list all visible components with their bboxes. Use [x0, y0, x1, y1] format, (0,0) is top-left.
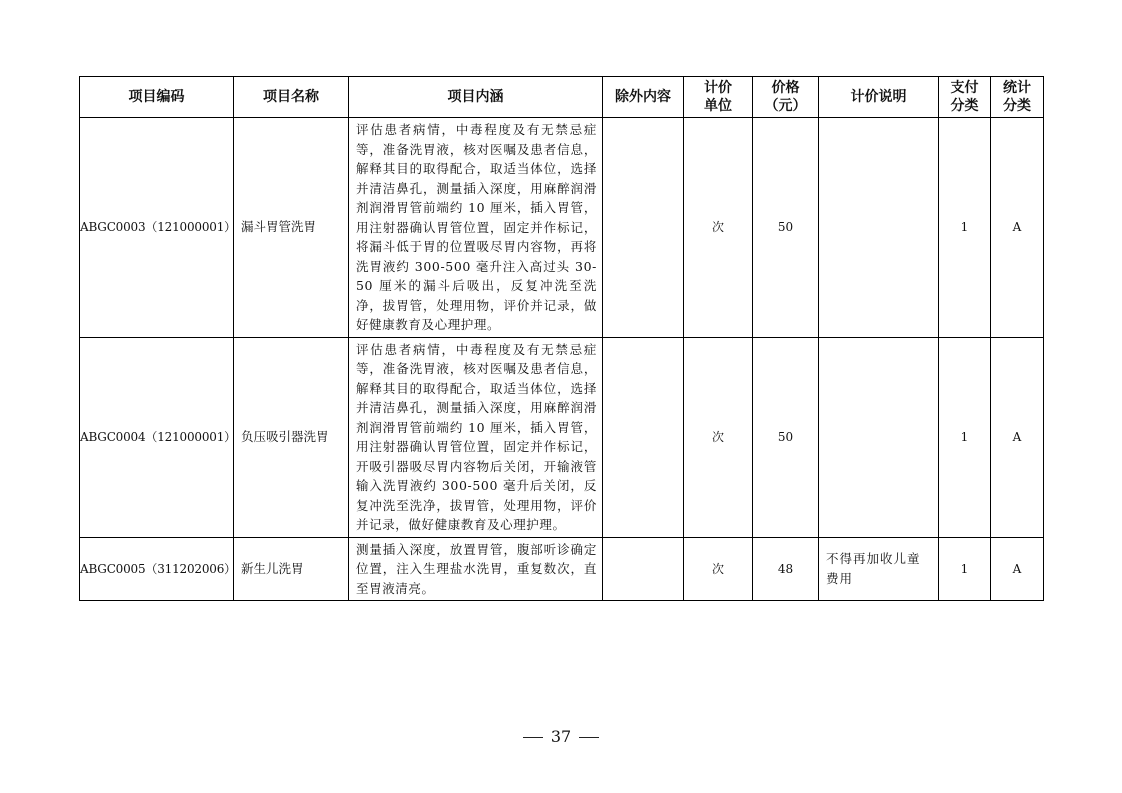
cell-pricing-note: 不得再加收儿童费用: [819, 537, 939, 601]
cell-name: 负压吸引器洗胃: [234, 337, 349, 537]
cell-content: 测量插入深度，放置胃管，腹部听诊确定位置，注入生理盐水洗胃，重复数次，直至胃液清亮。: [349, 537, 603, 601]
header-stat: [991, 77, 1044, 118]
header-stat-line2: 分类: [1003, 98, 1031, 114]
header-unit: [684, 77, 753, 118]
cell-name: 漏斗胃管洗胃: [234, 118, 349, 338]
cell-stat: A: [991, 118, 1044, 338]
cell-excluded: [603, 337, 684, 537]
cell-unit: 次: [684, 337, 753, 537]
header-content: 项目内涵: [349, 77, 603, 118]
cell-name: 新生儿洗胃: [234, 537, 349, 601]
header-price-line2: （元）: [764, 98, 807, 114]
cell-pricing-note: [819, 118, 939, 338]
cell-excluded: [603, 537, 684, 601]
cell-price: 50: [753, 337, 819, 537]
cell-price: 48: [753, 537, 819, 601]
header-payment-line2: 分类: [950, 98, 979, 114]
cell-content: 评估患者病情，中毒程度及有无禁忌症等，准备洗胃液，核对医嘱及患者信息，解释其目的取得配合，取适当体位，选择并清洁鼻孔，测量插入深度，用麻醉润滑剂润滑胃管前端约 10 厘米，插入胃管，用注射器确认胃管位置，固定并作标记，开吸引器吸尽胃内容物后关闭，开输液管输入洗胃液约 300-500 毫升后关闭，反复冲洗至洗净，拔胃管，处理用物，评价并记录，做好健康教育及心理护理。: [349, 337, 603, 537]
header-code: 项目编码: [80, 77, 234, 118]
table-row: [80, 537, 1044, 601]
cell-pricing-note: [819, 337, 939, 537]
header-payment-line1: 支付: [950, 80, 979, 96]
footer-dash-right: [579, 737, 599, 738]
cell-payment: 1: [939, 537, 991, 601]
header-payment: [939, 77, 991, 118]
footer-dash-left: [523, 737, 543, 738]
cell-excluded: [603, 118, 684, 338]
header-price-line1: 价格: [771, 80, 800, 96]
price-table: [79, 76, 1044, 601]
header-name: 项目名称: [234, 77, 349, 118]
header-pricing-note: 计价说明: [819, 77, 939, 118]
cell-code: ABGC0005（311202006）: [80, 537, 234, 601]
cell-payment: 1: [939, 337, 991, 537]
cell-code: ABGC0003（121000001）: [80, 118, 234, 338]
header-unit-line2: 单位: [704, 98, 732, 114]
cell-code: ABGC0004（121000001）: [80, 337, 234, 537]
cell-stat: A: [991, 537, 1044, 601]
header-price: [753, 77, 819, 118]
cell-unit: 次: [684, 537, 753, 601]
header-row: [80, 77, 1044, 118]
page-footer: [0, 727, 1122, 746]
cell-unit: 次: [684, 118, 753, 338]
cell-payment: 1: [939, 118, 991, 338]
header-stat-line1: 统计: [1003, 80, 1031, 96]
table-row: [80, 337, 1044, 537]
table-row: [80, 118, 1044, 338]
cell-stat: A: [991, 337, 1044, 537]
header-unit-line1: 计价: [704, 80, 732, 96]
cell-content: 评估患者病情，中毒程度及有无禁忌症等，准备洗胃液，核对医嘱及患者信息，解释其目的取得配合，取适当体位，选择并清洁鼻孔，测量插入深度，用麻醉润滑剂润滑胃管前端约 10 厘米，插入胃管，用注射器确认胃管位置，固定并作标记，将漏斗低于胃的位置吸尽胃内容物，再将洗胃液约 300-500 毫升注入高过头 30-50 厘米的漏斗后吸出，反复冲洗至洗净，拔胃管，处理用物，评价并记录，做好健康教育及心理护理。: [349, 118, 603, 338]
cell-price: 50: [753, 118, 819, 338]
header-excluded: 除外内容: [603, 77, 684, 118]
page-number: 37: [550, 727, 572, 746]
